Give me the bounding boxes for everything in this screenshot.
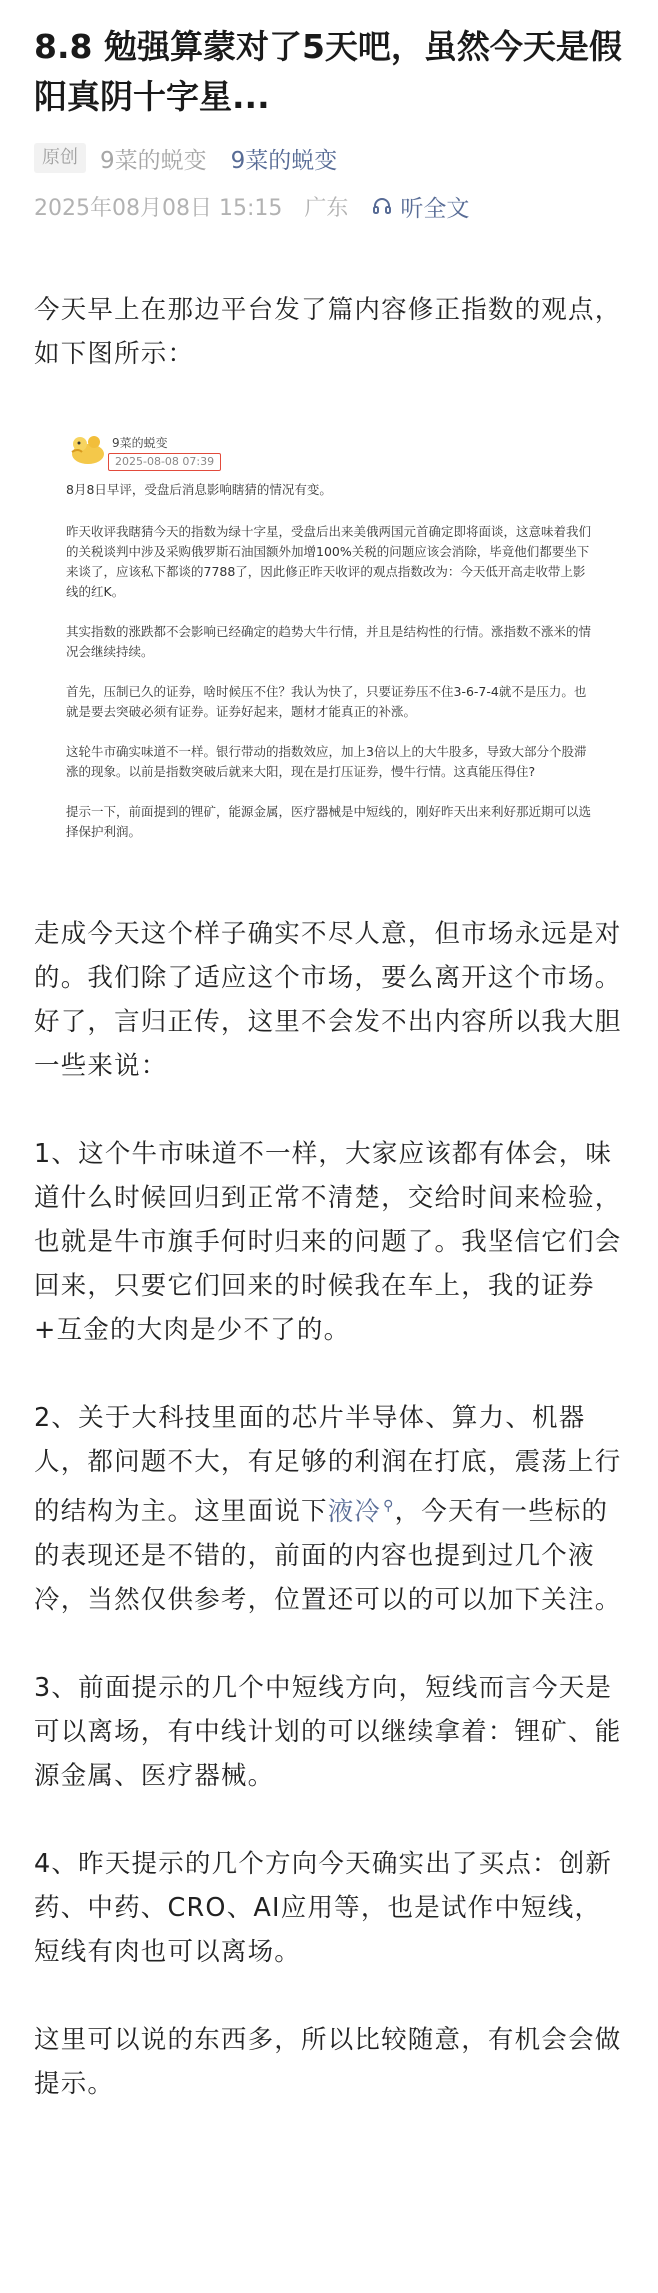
embedded-author: 9菜的蜕变 <box>112 436 168 450</box>
headphones-icon <box>372 196 392 216</box>
search-icon: ⚲ <box>383 1498 395 1514</box>
intro-paragraph: 今天早上在那边平台发了篇内容修正指数的观点，如下图所示： <box>34 295 622 369</box>
article-title: 8.8 勉强算蒙对了5天吧，虽然今天是假阳真阴十字星... <box>34 27 622 116</box>
body-text: ，今天有一些标的的表现还是不错的，前面的内容也提到过几个液冷，当然仅供参考，位置还可以的可以加下关注。 <box>34 1496 622 1615</box>
body-text: 2、关于大科技里面的芯片半导体、算力、机器人，都问题不大，有足够的利润在打底，震荡上行的结构为主。这里面说下 <box>34 1403 622 1527</box>
embedded-paragraph: 这轮牛市确实味道不一样。银行带动的指数效应，加上3倍以上的大牛股多，导致大部分个股滞涨的现象。以前是指数突破后就来大阳，现在是打压证券，慢牛行情。这真能压得住? <box>66 744 587 779</box>
listen-button[interactable] <box>372 190 469 223</box>
embedded-paragraph: 首先，压制已久的证券，啥时候压不住？我认为快了，只要证券压不住3-6-7-4就不是压力。也就是要去突破必须有证券。证券好起来，题材才能真正的补涨。 <box>66 684 587 719</box>
embedded-paragraph: 其实指数的涨跌都不会影响已经确定的趋势大牛行情，并且是结构性的行情。涨指数不涨米的情况会继续持续。 <box>66 624 592 659</box>
meta-row <box>34 188 624 224</box>
embedded-body <box>48 480 618 842</box>
embedded-date: 2025-08-08 07:39 <box>108 453 221 471</box>
keyword-link[interactable] <box>328 1497 395 1527</box>
body-paragraph: 这里可以说的东西多，所以比较随意，有机会会做提示。 <box>34 2024 622 2099</box>
body-paragraph: 走成今天这个样子确实不尽人意，但市场永远是对的。我们除了适应这个市场，要么离开这个市场。好了，言归正传，这里不会发不出内容所以我大胆一些来说： <box>34 919 622 1081</box>
body-paragraph: 3、前面提示的几个中短线方向，短线而言今天是可以离场，有中线计划的可以继续拿着：锂矿、能源金属、医疗器械。 <box>34 1672 622 1791</box>
embedded-screenshot <box>48 420 618 870</box>
keyword-link-label: 液冷 <box>327 1496 382 1527</box>
avatar-icon <box>68 432 108 468</box>
account-link[interactable]: 9菜的蜕变 <box>230 147 338 174</box>
author-name: 9菜的蜕变 <box>100 147 207 174</box>
embedded-header <box>48 420 618 480</box>
publish-location: 广东 <box>304 195 349 221</box>
body-paragraph <box>34 1396 624 1622</box>
body-paragraph: 4、昨天提示的几个方向今天确实出了买点：创新药、中药、CRO、AI应用等，也是试作中短线，短线有肉也可以离场。 <box>34 1848 613 1967</box>
embedded-paragraph: 提示一下，前面提到的锂矿，能源金属，医疗器械是中短线的，刚好昨天出来利好那近期可以选择保护利润。 <box>66 804 592 839</box>
embedded-paragraph: 8月8日早评，受盘后消息影响瞎猜的情况有变。 <box>66 482 332 497</box>
author-row <box>34 140 624 176</box>
listen-label: 听全文 <box>400 195 470 222</box>
embedded-paragraph: 昨天收评我瞎猜今天的指数为绿十字星，受盘后出来美俄两国元首确定即将面谈，这意味着我们的关税谈判中涉及采购俄罗斯石油国额外加增100%关税的问题应该会消除，毕竟他们都要坐下来谈了，应该私下都谈的7788了，因此修正昨天收评的观点指数改为：今天低开高走收带上影线的红K。 <box>66 524 592 599</box>
original-tag: 原创 <box>34 143 86 173</box>
publish-datetime: 2025年08月08日 15:15 <box>34 195 283 221</box>
body-paragraph: 1、这个牛市味道不一样，大家应该都有体会，味道什么时候回归到正常不清楚，交给时间来检验，也就是牛市旗手何时归来的问题了。我坚信它们会回来，只要它们回来的时候我在车上，我的证券+互金的大肉是少不了的。 <box>34 1139 622 1345</box>
